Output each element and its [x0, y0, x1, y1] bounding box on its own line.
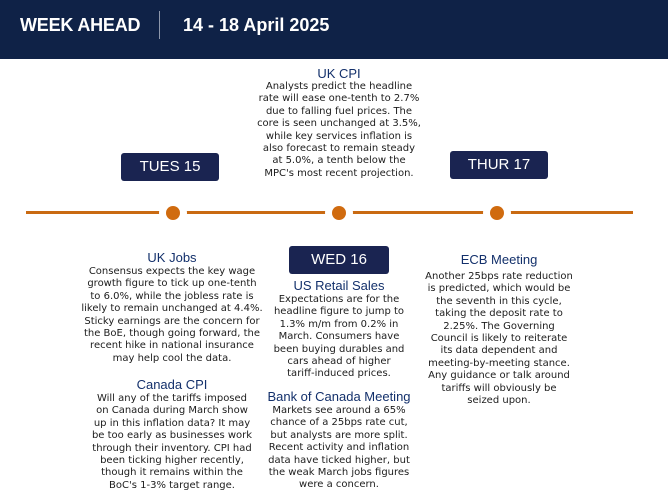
- header-bar: [0, 0, 668, 59]
- event-text-line: while key services inflation is: [265, 130, 413, 142]
- event-heading-us-retail-sales: US Retail Sales: [293, 278, 385, 293]
- event-text-us-retail-sales: [262, 294, 416, 381]
- event-heading-uk-cpi: UK CPI: [317, 66, 361, 81]
- event-text-canada-cpi: [82, 393, 262, 492]
- event-text-line: the seventh in this cycle,: [436, 295, 562, 307]
- event-text-line: cars ahead of higher: [287, 356, 391, 368]
- event-text-line: been ticking higher recently,: [100, 455, 244, 467]
- header-divider: [159, 11, 160, 39]
- event-text-line: chance of a 25bps rate cut,: [270, 417, 408, 429]
- event-text-ecb-meeting: [414, 271, 584, 407]
- event-text-line: tariff-induced prices.: [287, 368, 391, 380]
- timeline-dot-wed: [325, 199, 353, 227]
- event-text-line: rate will ease one-tenth to 2.7%: [258, 93, 420, 105]
- event-text-line: been buying durables and: [273, 343, 405, 355]
- event-text-bank-of-canada: [259, 405, 419, 492]
- event-text-line: but analysts are more split.: [270, 429, 408, 441]
- event-text-line: 2.25%. The Governing: [443, 320, 555, 332]
- event-text-line: Another 25bps rate reduction: [425, 271, 573, 282]
- event-text-line: also forecast to remain steady: [262, 143, 416, 155]
- timeline-dot-thu: [483, 199, 511, 227]
- event-text-uk-jobs: [80, 266, 264, 365]
- event-text-line: tariffs will obviously be: [441, 382, 557, 394]
- event-text-line: data have ticked higher, but: [268, 454, 410, 466]
- event-text-line: though it remains within the: [101, 467, 243, 479]
- day-label-wed: WED 16: [289, 246, 389, 274]
- timeline-dot-tue: [159, 199, 187, 227]
- event-text-line: Sticky earnings are the concern for: [84, 315, 260, 327]
- event-text-line: MPC's most recent projection.: [264, 167, 414, 179]
- event-text-line: its data dependent and: [440, 345, 558, 357]
- event-text-line: Expectations are for the: [278, 294, 400, 305]
- event-heading-ecb-meeting: ECB Meeting: [460, 252, 538, 267]
- event-text-line: recent hike in national insurance: [90, 340, 254, 352]
- event-text-line: Analysts predict the headline: [265, 81, 413, 92]
- event-text-line: on Canada during March show: [96, 405, 248, 417]
- event-text-line: seized upon.: [467, 395, 531, 407]
- event-heading-uk-jobs: UK Jobs: [147, 250, 197, 265]
- event-text-line: March. Consumers have: [278, 331, 400, 343]
- day-label-tue: TUES 15: [121, 153, 219, 181]
- event-text-line: were a concern.: [299, 479, 379, 491]
- event-text-line: at 5.0%, a tenth below the: [272, 155, 406, 167]
- event-text-line: meeting-by-meeting stance.: [428, 357, 570, 369]
- event-text-line: Will any of the tariffs imposed: [96, 393, 248, 404]
- event-text-line: BoC's 1-3% target range.: [109, 479, 235, 491]
- date-range: 14 - 18 April 2025: [183, 15, 330, 35]
- event-text-uk-cpi: [252, 81, 426, 180]
- event-text-line: the BoE, though going forward, the: [83, 328, 261, 340]
- event-text-line: is predicted, which would be: [427, 283, 571, 295]
- day-label-thu: THUR 17: [450, 151, 548, 179]
- event-text-line: core is seen unchanged at 3.5%,: [257, 118, 421, 130]
- event-text-line: Any guidance or talk around: [428, 370, 570, 382]
- event-text-line: due to falling fuel prices. The: [265, 105, 413, 117]
- page-title: WEEK AHEAD: [20, 15, 141, 35]
- event-heading-canada-cpi: Canada CPI: [136, 377, 208, 392]
- event-heading-bank-of-canada: Bank of Canada Meeting: [267, 389, 411, 404]
- event-text-line: Consensus expects the key wage: [88, 266, 256, 277]
- event-text-line: be too early as businesses work: [91, 430, 253, 442]
- event-text-line: the weak March jobs figures: [268, 467, 410, 479]
- event-text-line: headline figure to jump to: [273, 306, 405, 318]
- event-text-line: Council is likely to reiterate: [430, 333, 568, 345]
- event-text-line: taking the deposit rate to: [435, 308, 563, 320]
- event-text-line: Recent activity and inflation: [268, 442, 410, 454]
- event-text-line: likely to remain unchanged at 4.4%.: [81, 303, 263, 315]
- event-text-line: growth figure to tick up one-tenth: [87, 278, 257, 290]
- event-text-line: to 6.0%, while the jobless rate is: [90, 290, 254, 302]
- event-text-line: through their inventory. CPI had: [92, 442, 252, 454]
- event-text-line: 1.3% m/m from 0.2% in: [279, 318, 399, 330]
- event-text-line: up in this inflation data? It may: [93, 417, 251, 429]
- event-text-line: may help cool the data.: [112, 352, 232, 364]
- event-text-line: Markets see around a 65%: [272, 405, 406, 416]
